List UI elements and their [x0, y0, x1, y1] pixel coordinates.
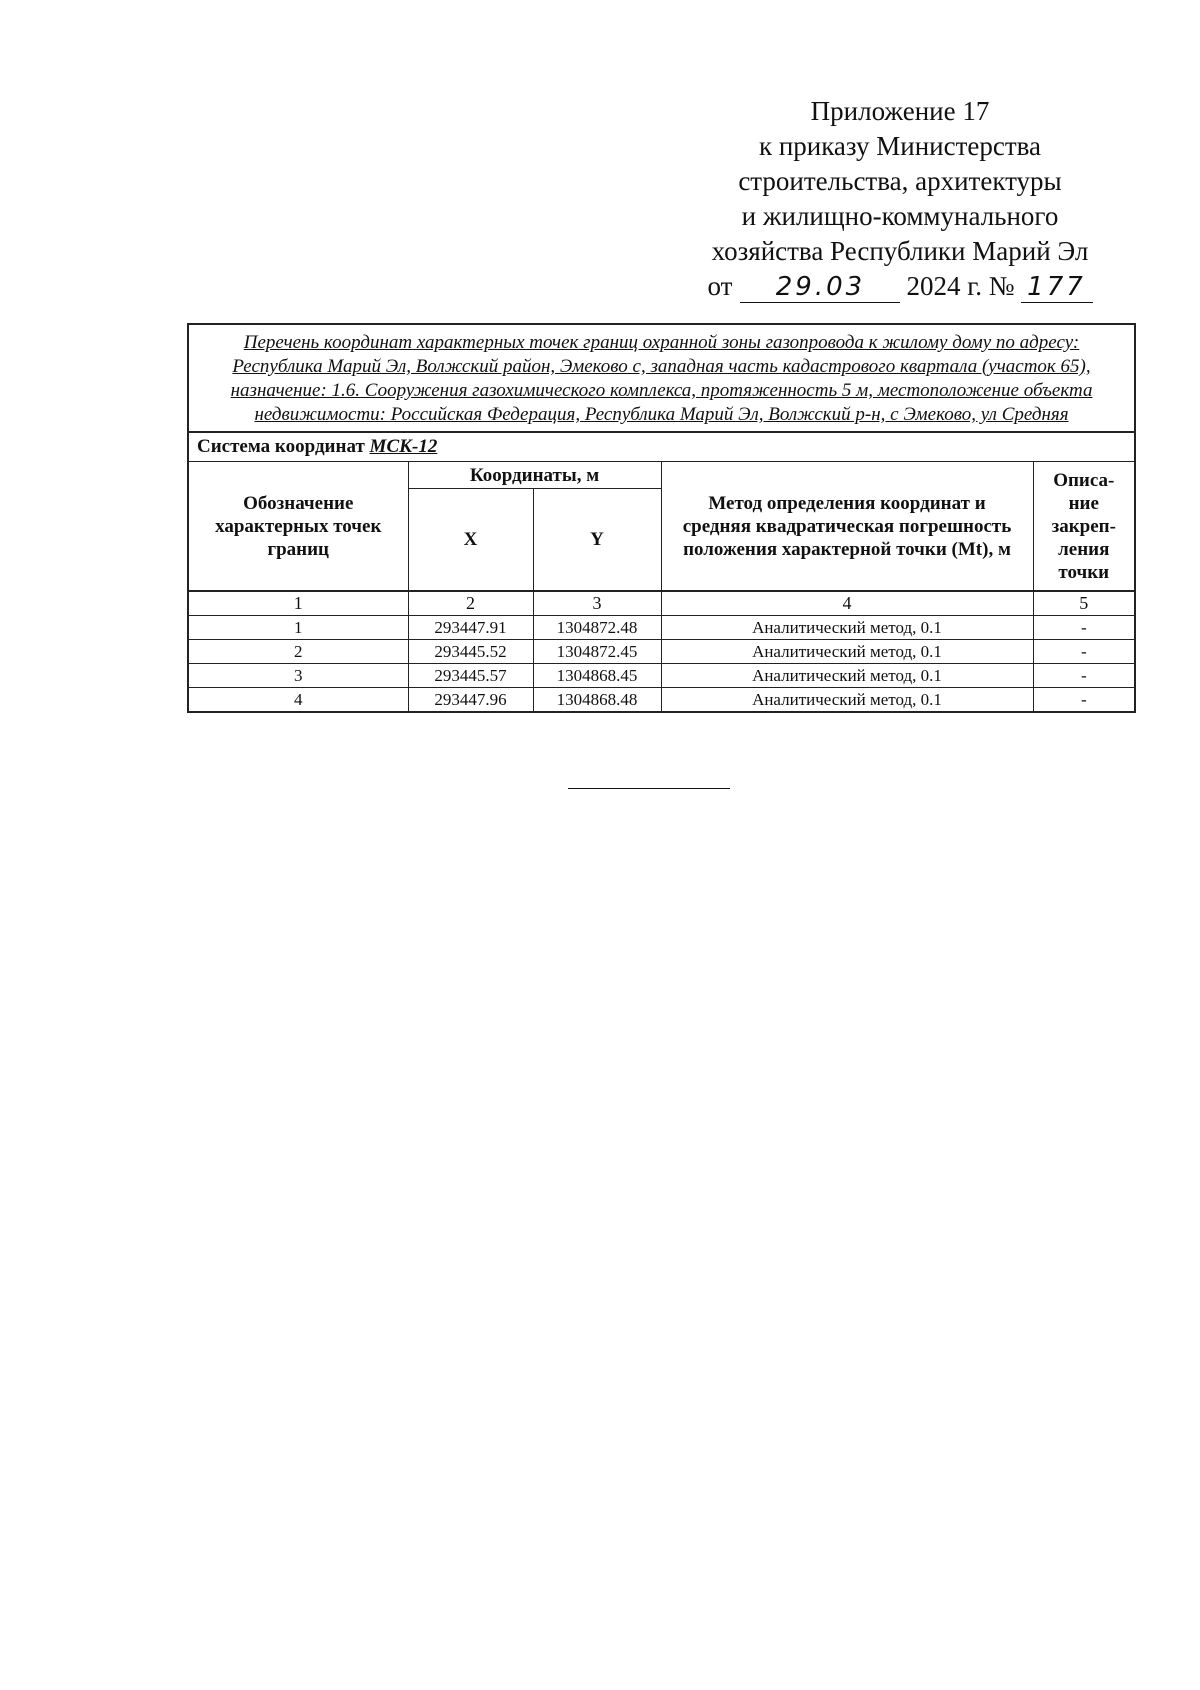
description: -	[1033, 640, 1135, 664]
coord-y: 1304868.45	[533, 664, 661, 688]
point-id: 2	[188, 640, 408, 664]
date-prefix: от	[707, 271, 733, 301]
point-id: 3	[188, 664, 408, 688]
coord-y: 1304872.45	[533, 640, 661, 664]
method: Аналитический метод, 0.1	[661, 688, 1033, 713]
ministry-name-2: и жилищно-коммунального	[741, 201, 1059, 231]
order-date-line	[690, 269, 1110, 304]
order-year-label: 2024 г. №	[906, 271, 1015, 301]
description: -	[1033, 688, 1135, 713]
method: Аналитический метод, 0.1	[661, 616, 1033, 640]
method: Аналитический метод, 0.1	[661, 664, 1033, 688]
coord-x: 293445.52	[408, 640, 533, 664]
header-y: Y	[533, 489, 661, 592]
coord-system-row	[188, 432, 1135, 462]
coord-system-value: МСК-12	[369, 436, 438, 457]
table-title-row	[188, 324, 1135, 432]
column-number-row	[188, 591, 1135, 616]
header-x: X	[408, 489, 533, 592]
table-row	[188, 664, 1135, 688]
column-number: 3	[533, 591, 661, 616]
coord-x: 293447.96	[408, 688, 533, 713]
header-coords: Координаты, м	[408, 462, 661, 489]
coord-x: 293447.91	[408, 616, 533, 640]
table-row	[188, 616, 1135, 640]
header-point: Обозначение характерных точек границ	[188, 462, 408, 592]
order-reference: к приказу Министерства	[758, 131, 1042, 161]
header-description: Описа-ние закреп-ления точки	[1033, 462, 1135, 592]
column-number: 5	[1033, 591, 1135, 616]
end-divider	[568, 788, 730, 789]
coord-y: 1304872.48	[533, 616, 661, 640]
table-title: Перечень координат характерных точек границ охранной зоны газопровода к жилому дому по адресу: Республика Марий Эл, Волжский район, Эмеково с, западная часть кадастрового квартала (участок 65), назначение: 1.6. Сооружения газохимического комплекса, протяженность 5 м, местоположение объекта недвижимости: Российская Федерация, Республика Марий Эл, Волжский р-н, с Эмеково, ул Средняя	[188, 324, 1135, 432]
ministry-name-3: хозяйства Республики Марий Эл	[711, 236, 1089, 266]
ministry-name-1: строительства, архитектуры	[738, 166, 1062, 196]
description: -	[1033, 664, 1135, 688]
appendix-header	[690, 94, 1110, 304]
point-id: 1	[188, 616, 408, 640]
column-number: 2	[408, 591, 533, 616]
coord-system	[188, 432, 1135, 462]
description: -	[1033, 616, 1135, 640]
coord-y: 1304868.48	[533, 688, 661, 713]
header-method: Метод определения координат и средняя квадратическая погрешность положения характерной точки (Mt), м	[661, 462, 1033, 592]
coord-system-label: Система координат	[197, 436, 365, 457]
column-number: 4	[661, 591, 1033, 616]
table-row	[188, 640, 1135, 664]
method: Аналитический метод, 0.1	[661, 640, 1033, 664]
handwritten-date: 29.03	[740, 272, 900, 303]
coordinates-table	[187, 323, 1136, 713]
appendix-number: Приложение 17	[810, 96, 990, 126]
table-row	[188, 688, 1135, 713]
point-id: 4	[188, 688, 408, 713]
column-number: 1	[188, 591, 408, 616]
header-row-1	[188, 462, 1135, 489]
coord-x: 293445.57	[408, 664, 533, 688]
handwritten-order-number: 177	[1021, 272, 1093, 303]
